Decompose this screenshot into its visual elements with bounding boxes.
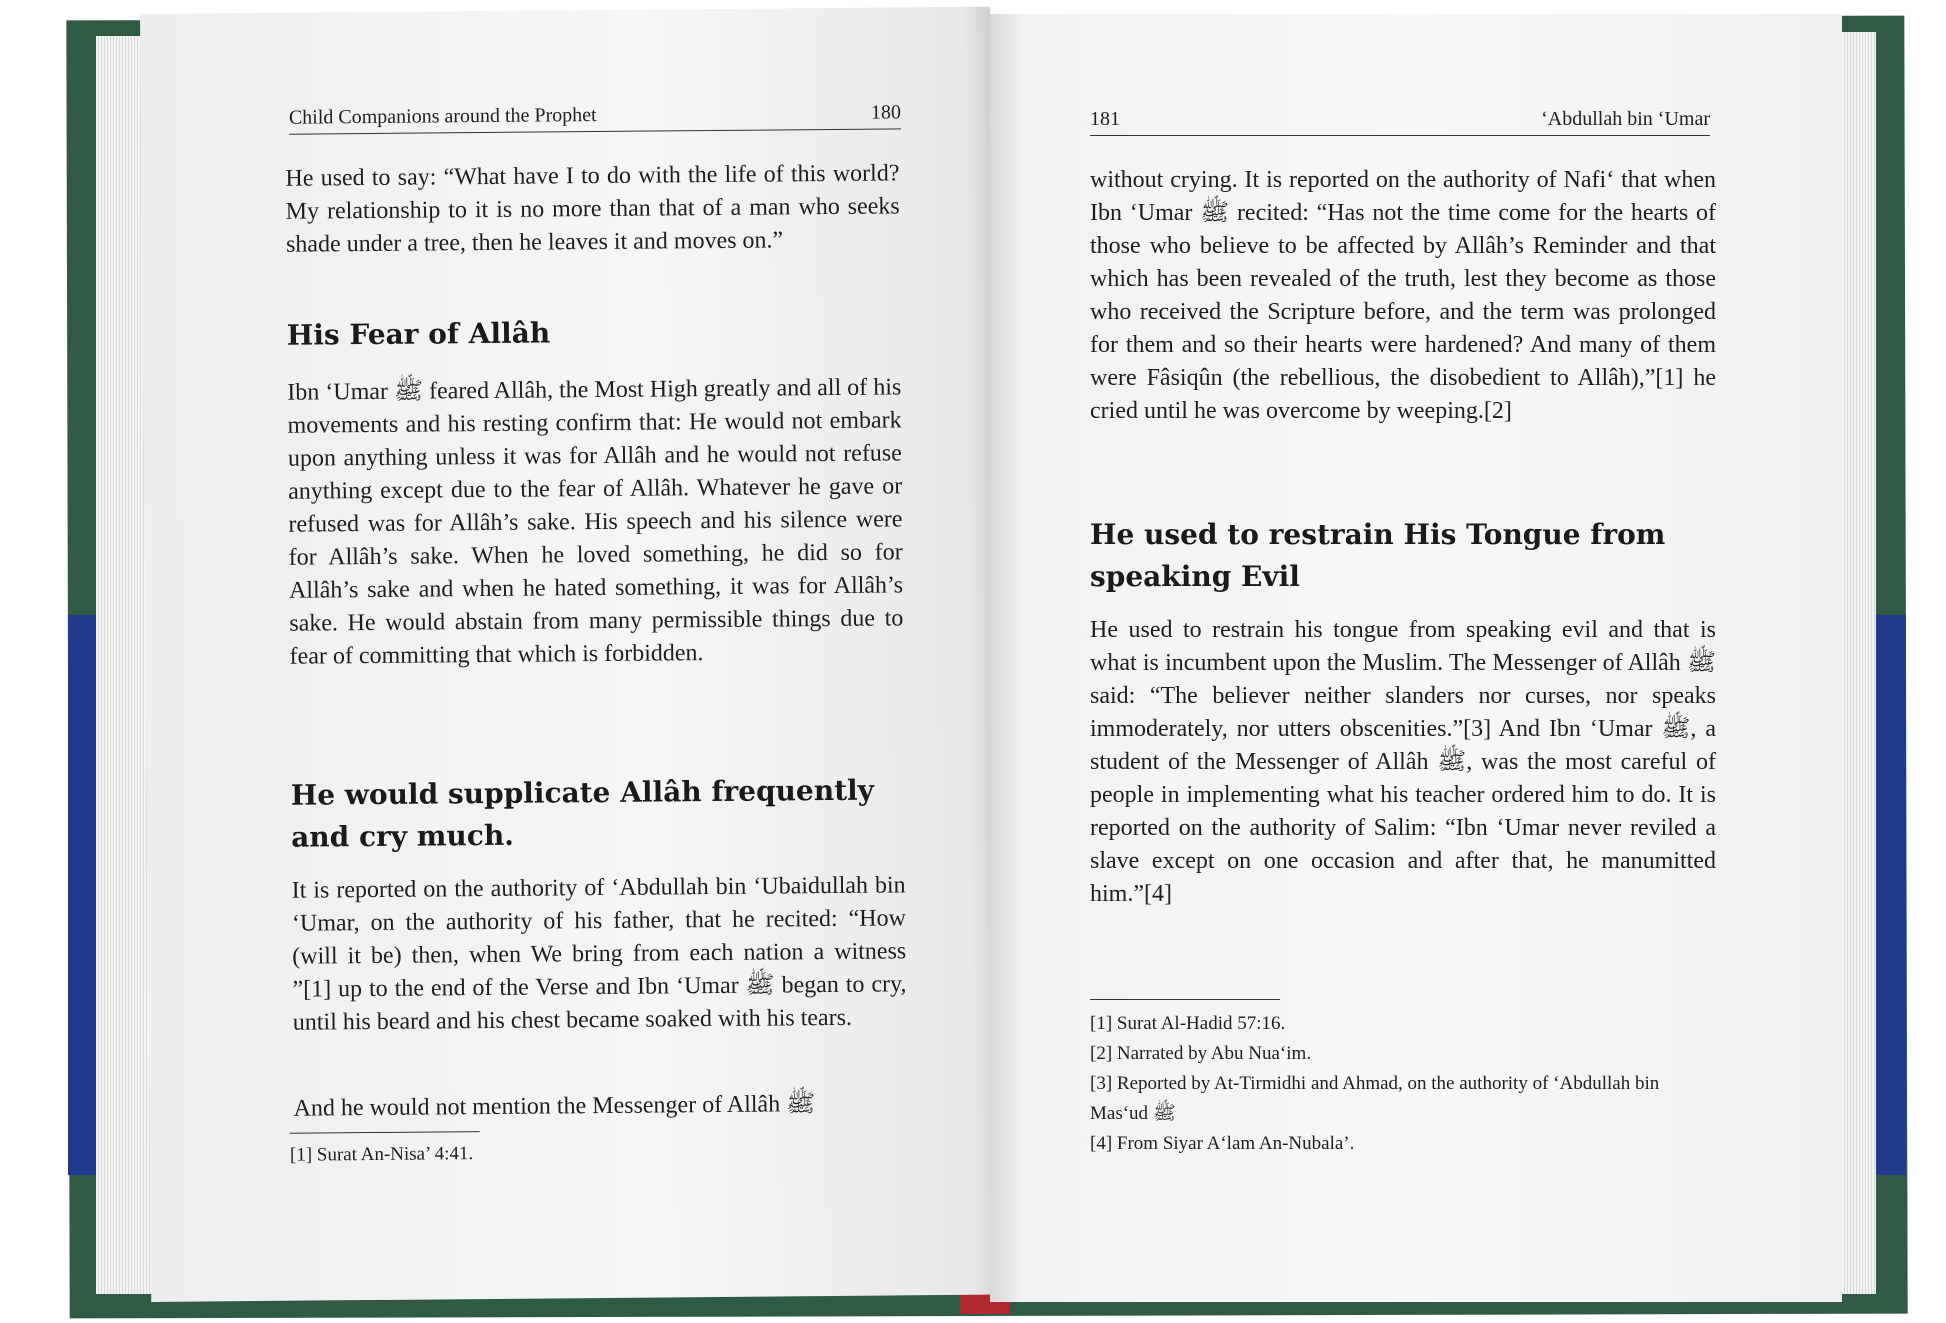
paragraph: And he would not mention the Messenger of Allâh ﷺ [293, 1091, 816, 1122]
section-heading: He used to restrain His Tongue from speaking Evil [1090, 518, 1666, 593]
running-head-title: Child Companions around the Prophet [288, 104, 597, 129]
footnote: [1] Surat Al-Hadid 57:16. [1090, 1013, 1286, 1034]
right-page [990, 14, 1842, 1302]
running-head [289, 101, 901, 134]
section-heading: His Fear of Allâh [286, 316, 551, 352]
footnote-rule [1090, 999, 1280, 1000]
footnote: [4] From Siyar A‘lam An-Nubala’. [1090, 1133, 1355, 1154]
footnotes [1090, 1009, 1720, 1159]
running-head-title: ‘Abdullah bin ‘Umar [1541, 108, 1710, 130]
paragraph: He used to restrain his tongue from speaking evil and that is what is incumbent upon the Muslim. The Messenger of Allâh ﷺ said: “The believer neither slanders nor curses, nor speaks immoderately, nor utters obscenities.”[3] And Ibn ‘Umar ﷺ, a student of the Messenger of Allâh ﷺ, was the most careful of people in implementing what his teacher ordered him to do. It is reported on the authority of Salim: “Ibn ‘Umar never reviled a slave except on one occasion and after that, he manumitted him.”[4] [1090, 617, 1716, 907]
footnote: [3] Reported by At-Tirmidhi and Ahmad, on the authority of ‘Abdullah bin Mas‘ud ﷺ [1090, 1073, 1660, 1124]
footnote: [2] Narrated by Abu Nua‘im. [1090, 1043, 1312, 1064]
footnote: [1] Surat An-Nisa’ 4:41. [289, 1143, 474, 1166]
page-number: 180 [870, 101, 901, 124]
paragraph: without crying. It is reported on the authority of Nafi‘ that when Ibn ‘Umar ﷺ recited: “Has not the time come for the hearts of those who believe to be affected by Allâh’s Reminder and that which has been revealed of the truth, lest they become as those who received the Scripture before, and the term was prolonged for them and so their hearts were hardened? And many of them were Fâsiqûn (the rebellious, the disobedient to Allâh),”[1] he cried until he was overcome by weeping.[2] [1090, 167, 1716, 424]
page-number: 181 [1090, 108, 1120, 130]
paragraph: Ibn ‘Umar ﷺ feared Allâh, the Most High greatly and all of his movements and his resting confirm that: He would not embark upon anything unless it was for Allâh and he would not refuse anything except due to the fear of Allâh. Whatever he gave or refused was for Allâh’s sake. His speech and his silence were for Allâh’s sake. When he loved something, he did so for Allâh’s sake and when he hated something, it was for Allâh’s sake. He would abstain from many permissible things due to fear of committing that which is forbidden. [287, 374, 904, 670]
left-page [140, 7, 1001, 1302]
page-edges-right [1836, 32, 1876, 1294]
running-head [1090, 108, 1710, 136]
section-heading: He would supplicate Allâh frequently and cry much. [290, 773, 875, 854]
footnote-rule [290, 1131, 480, 1134]
paragraph: He used to say: “What have I to do with the life of this world? My relationship to it is no more than that of a man who seeks shade under a tree, then he leaves it and moves on.” [285, 160, 900, 258]
paragraph: It is reported on the authority of ‘Abdullah bin ‘Ubaidullah bin ‘Umar, on the authority of his father, that he recited: “How (will it be) then, when We bring from each nation a witness ”[1] up to the end of the Verse and Ibn ‘Umar ﷺ began to cry, until his beard and his chest became soaked with his tears. [291, 872, 907, 1036]
